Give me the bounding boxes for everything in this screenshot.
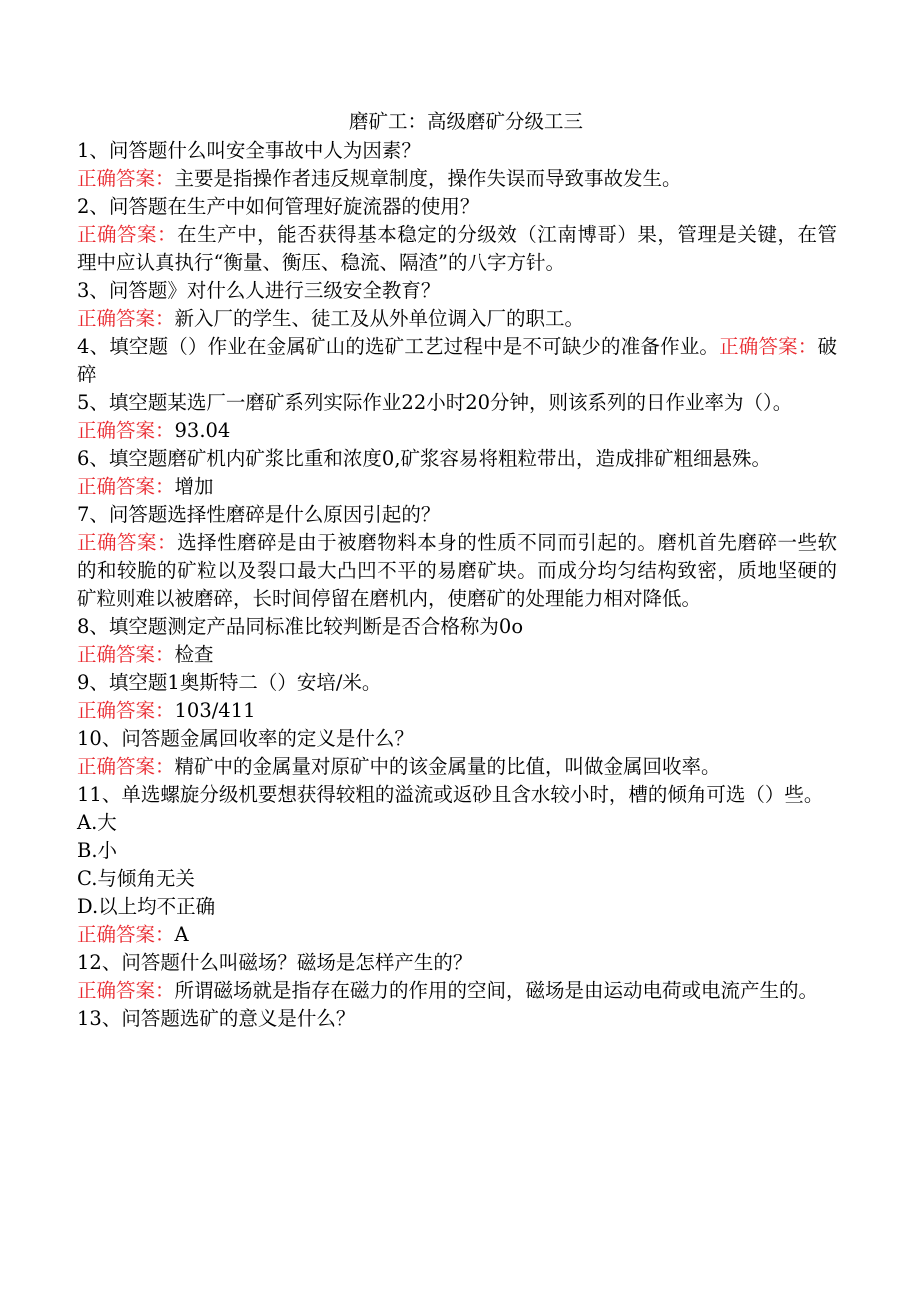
- option-d: D.以上均不正确: [77, 895, 216, 918]
- answer-6: [77, 473, 837, 501]
- question-1: 1、问答题什么叫安全事故中人为因素？: [77, 139, 421, 162]
- option-a: A.大: [77, 811, 117, 834]
- answer-text: 精矿中的金属量对原矿中的该金属量的比值，叫做金属回收率。: [174, 755, 721, 778]
- question-2: 2、问答题在生产中如何管理好旋流器的使用？: [77, 195, 480, 218]
- answer-label: 正确答案：: [77, 923, 175, 946]
- answer-text: 破碎: [77, 335, 837, 386]
- answer-label: 正确答案：: [77, 531, 178, 554]
- answer-text: 选择性磨碎是由于被磨物料本身的性质不同而引起的。磨机首先磨碎一些软的和较脆的矿粒以及裂口最大凸凹不平的易磨矿块。而成分均匀结构致密，质地坚硬的矿粒则难以被磨碎，长时间停留在磨机内，使磨矿的处理能力相对降低。: [77, 531, 837, 610]
- answer-text: 检查: [174, 643, 214, 666]
- answer-label: 正确答案：: [77, 167, 175, 190]
- answer-label: 正确答案：: [77, 755, 175, 778]
- document-page: [77, 108, 837, 1033]
- answer-5: [77, 417, 837, 445]
- answer-8: [77, 641, 837, 669]
- answer-label-part-2: 答案：: [758, 335, 818, 358]
- answer-text: 在生产中，能否获得基本稳定的分级效（江南博哥）果，管理是关键，在管理中应认真执行“衡量、衡压、稳流、隔渣”的八字方针。: [77, 223, 837, 274]
- answer-7: [77, 529, 837, 613]
- answer-text: 93.04: [174, 419, 231, 442]
- answer-text: 所谓磁场就是指存在磁力的作用的空间，磁场是由运动电荷或电流产生的。: [174, 979, 819, 1002]
- answer-9: [77, 697, 837, 725]
- question-8: 8、填空题测定产品同标准比较判断是否合格称为0o: [77, 615, 524, 638]
- answer-label: 正确答案：: [77, 699, 175, 722]
- answer-3: [77, 305, 837, 333]
- answer-label: 正确答案：: [77, 475, 175, 498]
- answer-10: [77, 753, 837, 781]
- answer-11: [77, 921, 837, 949]
- answer-text: A: [174, 923, 189, 946]
- answer-text: 新入厂的学生、徒工及从外单位调入厂的职工。: [174, 307, 585, 330]
- question-12: 12、问答题什么叫磁场？磁场是怎样产生的？: [77, 951, 473, 974]
- answer-1: [77, 165, 837, 193]
- answer-2: [77, 221, 837, 277]
- answer-label-part-1: 正确: [719, 335, 759, 358]
- answer-label: 正确答案：: [77, 979, 175, 1002]
- question-9: 9、填空题1奥斯特二（）安培/米。: [77, 671, 382, 694]
- answer-label: 正确答案：: [77, 307, 175, 330]
- option-c: C.与倾角无关: [77, 867, 195, 890]
- answer-text: 增加: [174, 475, 214, 498]
- question-11: 11、单选螺旋分级机要想获得较粗的溢流或返砂且含水较小时，槽的倾角可选（）些。: [77, 783, 824, 806]
- question-6: 6、填空题磨矿机内矿浆比重和浓度0,矿浆容易将粗粒带出，造成排矿粗细悬殊。: [77, 447, 772, 470]
- option-b: B.小: [77, 839, 118, 862]
- question-10: 10、问答题金属回收率的定义是什么？: [77, 727, 414, 750]
- question-7: 7、问答题选择性磨碎是什么原因引起的？: [77, 503, 441, 526]
- question-5: 5、填空题某选厂一磨矿系列实际作业22小时20分钟，则该系列的日作业率为（）。: [77, 391, 793, 414]
- answer-12: [77, 977, 837, 1005]
- answer-text: 103/411: [174, 699, 256, 722]
- question-3: 3、问答题》对什么人进行三级安全教育？: [77, 279, 441, 302]
- answer-text: 主要是指操作者违反规章制度，操作失误而导致事故发生。: [174, 167, 682, 190]
- answer-label: 正确答案：: [77, 223, 178, 246]
- answer-label: 正确答案：: [77, 643, 175, 666]
- question-text: 4、填空题（）作业在金属矿山的选矿工艺过程中是不可缺少的准备作业。: [77, 335, 720, 358]
- question-4: [77, 333, 837, 389]
- document-title: 磨矿工：高级磨矿分级工三: [348, 110, 583, 133]
- question-13: 13、问答题选矿的意义是什么？: [77, 1007, 356, 1030]
- answer-label: 正确答案：: [77, 419, 175, 442]
